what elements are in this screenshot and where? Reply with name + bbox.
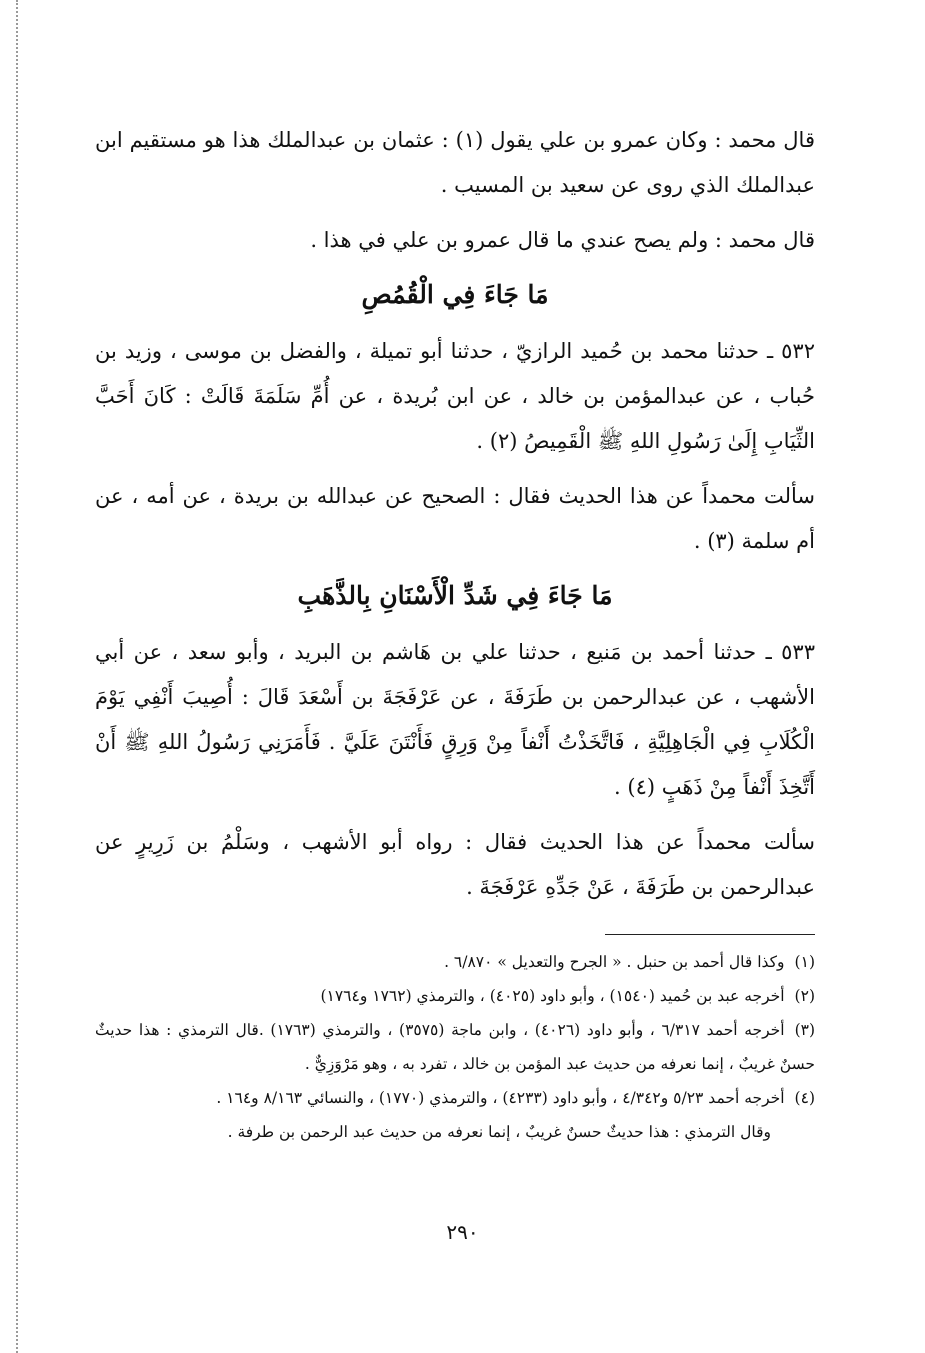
paragraph-2: قال محمد : ولم يصح عندي ما قال عمرو بن علي في هذا .	[310, 228, 815, 252]
footnote-text: أخرجه أحمد ٥/٢٣ و٤/٣٤٢ ، وأبو داود (٤٢٣٣) ، والترمذي (١٧٧٠) ، والنسائي ٨/١٦٣ و١٦٤ .	[216, 1089, 785, 1107]
page-body	[95, 118, 815, 1149]
hadith-532: ٥٣٢ ـ حدثنا محمد بن حُميد الرازيّ ، حدثنا أبو تميلة ، والفضل بن موسى ، وزيد بن حُباب ، عن عبدالمؤمن بن خالد ، عن ابن بُريدة ، عن أُمِّ سَلَمَةَ قَالَتْ : كَانَ أَحَبَّ الثِّيَابِ إِلَىٰ رَسُولِ اللهِ ﷺ الْقَمِيصُ (٢) .	[95, 339, 815, 453]
footnote-4	[95, 1081, 815, 1115]
paragraph-1: قال محمد : وكان عمرو بن علي يقول (١) : عثمان بن عبدالملك هذا هو مستقيم ابن عبدالملك الذي روى عن سعيد بن المسيب .	[95, 128, 815, 197]
footnote-number: (١)	[794, 953, 815, 971]
footnote-3	[95, 1013, 815, 1081]
section-heading-qumus: مَا جَاءَ فِي الْقُمُصِ	[361, 280, 549, 309]
page-number: ٢٩٠	[446, 1220, 479, 1244]
hadith-533: ٥٣٣ ـ حدثنا أحمد بن مَنيع ، حدثنا علي بن هَاشم بن البريد ، وأبو سعد ، عن أبي الأشهب ، عن عبدالرحمن بن طَرَفَةَ ، عن عَرْفَجَةَ بن أَسْعَدَ قَالَ : أُصِيبَ أَنْفِي يَوْمَ الْكُلَابِ فِي الْجَاهِلِيَّةِ ، فَاتَّخَذْتُ أَنْفاً مِنْ وَرِقٍ فَأَنْتَنَ عَلَيَّ . فَأَمَرَنِي رَسُولُ اللهِ ﷺ أَنْ أَتَّخِذَ أَنْفاً مِنْ ذَهَبٍ (٤) .	[95, 640, 815, 799]
footnote-text: وكذا قال أحمد بن حنبل . « الجرح والتعديل » ٦/٨٧٠ .	[444, 953, 785, 971]
footnote-text: أخرجه أحمد ٦/٣١٧ ، وأبو داود (٤٠٢٦) ، وابن ماجة (٣٥٧٥) ، والترمذي (١٧٦٣) .قال الترمذي : هذا حديثٌ حسنٌ غريبٌ ، إنما نعرفه من حديث عبد المؤمن بن خالد ، تفرد به ، وهو مَرْوَزِيٌّ .	[95, 1021, 815, 1073]
footnote-number: (٤)	[794, 1089, 815, 1107]
comment-533: سألت محمداً عن هذا الحديث فقال : رواه أبو الأشهب ، وسَلْمُ بن زَرِيرٍ عن عبدالرحمن بن طَرَفَةَ ، عَنْ جَدِّهِ عَرْفَجَةَ .	[95, 830, 815, 899]
scan-edge-dotted-line	[16, 0, 18, 1353]
comment-532: سألت محمداً عن هذا الحديث فقال : الصحيح عن عبدالله بن بريدة ، عن أمه ، عن أم سلمة (٣) .	[95, 484, 815, 553]
footnote-2	[95, 979, 815, 1013]
footnote-text: أخرجه عبد بن حُميد (١٥٤٠) ، وأبو داود (٤٠٢٥) ، والترمذي (١٧٦٢ و١٧٦٤)	[320, 987, 785, 1005]
footnote-4-continuation: وقال الترمذي : هذا حديثٌ حسنٌ غريبٌ ، إنما نعرفه من حديث عبد الرحمن بن طرفة .	[227, 1123, 771, 1141]
footnote-number: (٢)	[794, 987, 815, 1005]
footnote-divider	[605, 934, 815, 935]
footnote-1	[95, 945, 815, 979]
section-heading-teeth-gold: مَا جَاءَ فِي شَدِّ الْأَسْنَانِ بِالذَّهَبِ	[297, 581, 613, 610]
footnote-number: (٣)	[794, 1021, 816, 1039]
